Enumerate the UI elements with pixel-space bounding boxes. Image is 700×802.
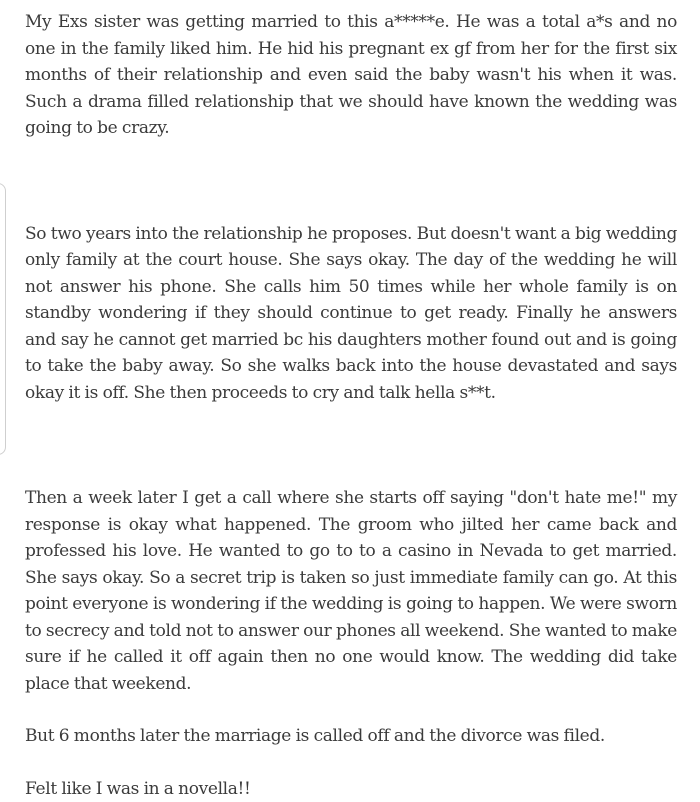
embedded-frame-edge [0,183,6,455]
paragraph-divorce: But 6 months later the marriage is called off and the divorce was filed. [25,723,677,750]
paragraph-intro: My Exs sister was getting married to this a*****e. He was a total a*s and no one in the family liked him. He hid his pregnant ex gf from her for the first six months of their relationship and even said the baby wasn't his when it was. Such a drama filled relationship that we should have known the wedding was going to be crazy. [25,9,677,142]
story-article [25,9,677,802]
paragraph-proposal: So two years into the relationship he proposes. But doesn't want a big wedding only family at the court house. She says okay. The day of the wedding he will not answer his phone. She calls him 50 times while her whole family is on standby wondering if they should continue to get ready. Finally he answers and say he cannot get married bc his daughters mother found out and is going to take the baby away. So she walks back into the house devastated and says okay it is off. She then proceeds to cry and talk hella s**t. [25,221,677,407]
paragraph-casino-wedding: Then a week later I get a call where she starts off saying "don't hate me!" my response is okay what happened. The groom who jilted her came back and professed his love. He wanted to go to to a casino in Nevada to get married. She says okay. So a secret trip is taken so just immediate family can go. At this point everyone is wondering if the wedding is going to happen. We were sworn to secrecy and told not to answer our phones all weekend. She wanted to make sure if he called it off again then no one would know. The wedding did take place that weekend. [25,485,677,697]
paragraph-closing: Felt like I was in a novella!! [25,776,677,802]
